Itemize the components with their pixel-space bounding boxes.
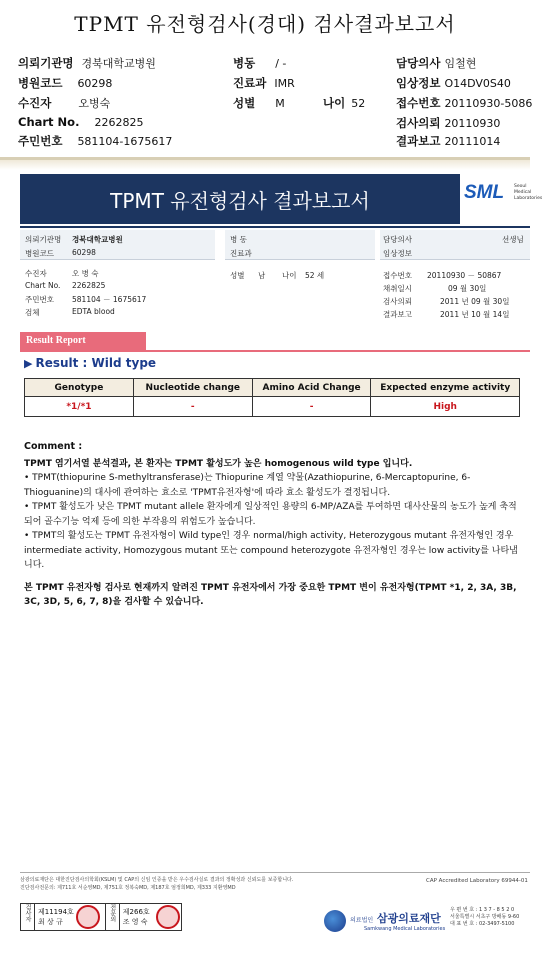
field-chart-no: Chart No. 2262825 xyxy=(18,115,144,129)
info-request: 2011 년 09 월 30일 xyxy=(440,297,510,306)
info-request-label: 검사의뢰 xyxy=(383,297,412,306)
comment-section xyxy=(24,440,524,610)
report-banner-title: TPMT 유전형검사 결과보고서 xyxy=(110,188,370,213)
stamp1-num: 제11194호 xyxy=(38,908,74,916)
outer-title: TPMT 유전형검사(경대) 검사결과보고서 xyxy=(74,12,456,36)
field-doctor: 담당의사 임철현 xyxy=(396,56,477,70)
info-rrn: 581104 － 1675617 xyxy=(72,295,147,304)
sml-logo-sub: Seoul Medical Laboratories xyxy=(514,184,542,201)
field-rrn: 주민번호 581104-1675617 xyxy=(18,134,173,148)
table-header: Expected enzyme activity xyxy=(371,379,520,397)
info-patient-label: 수진자 xyxy=(25,269,47,278)
org-prefix: 의료법인 xyxy=(350,917,374,924)
sml-logo-text: SML xyxy=(464,182,505,203)
banner-rule xyxy=(20,226,530,228)
info-dept-label: 진료과 xyxy=(230,249,252,258)
info-chart: 2262825 xyxy=(72,281,106,290)
info-report-label: 결과보고 xyxy=(383,310,412,319)
footer-cert-2: 진단검사전문의: 제711호 서순영MD, 제751호 정복숙MD, 제187호 엄정희MD, 제333 지환영MD xyxy=(20,885,236,891)
info-hospital: 경북대학교병원 xyxy=(72,235,123,244)
stamp2-side: 전문의 xyxy=(105,904,120,930)
result-report-tab: Result Report xyxy=(20,332,146,350)
info-ward-label: 병 동 xyxy=(230,235,247,244)
table-header-row xyxy=(25,379,520,397)
info-specimen: EDTA blood xyxy=(72,307,115,316)
footer-cert-1: 삼광의료재단은 대한진단검사의학회(KSLM) 및 CAP의 신임 인증을 받은 우수검사실로 결과의 정확성과 신뢰도를 보증합니다. xyxy=(20,877,294,883)
comment-heading: Comment : xyxy=(24,441,83,452)
info-receipt: 20110930 － 50867 xyxy=(427,271,502,280)
report-banner xyxy=(20,174,460,224)
footer-rule xyxy=(20,872,530,873)
info-sex-label: 성별 xyxy=(230,271,245,280)
info-report: 2011 년 10 월 14일 xyxy=(440,310,510,319)
info-specimen-label: 검체 xyxy=(25,308,40,317)
field-ward: 병동 / - xyxy=(233,56,287,70)
info-receipt-label: 접수번호 xyxy=(383,271,412,280)
info-code: 60298 xyxy=(72,248,96,257)
table-header: Genotype xyxy=(25,379,134,397)
samkwang-logo-icon xyxy=(324,910,346,932)
info-collect: 09 월 30일 xyxy=(448,284,487,293)
field-age: 나이 52 xyxy=(323,96,366,110)
comment-para-2: • TPMT 활성도가 낮은 TPMT mutant allele 환자에게 일상적인 용량의 6-MP/AZA를 투여하면 대사산물의 농도가 높게 축적되어 골수기능 억제 등에 의한 부작용의 위험도가 높습니다. xyxy=(24,502,517,527)
comment-para-3: • TPMT의 활성도는 TPMT 유전자형이 Wild type인 경우 normal/high activity, Heterozygous mutant 유전자형인 경우 intermediate activity, Homozygous mutant 또는 compound heterozygote 유전자형인 경우는 low activity를 나타냅니다. xyxy=(24,531,518,570)
sml-logo xyxy=(464,182,542,216)
info-rrn-label: 주민번호 xyxy=(25,295,54,304)
triangle-icon: ▶ xyxy=(24,357,33,370)
genotype-table xyxy=(24,378,520,417)
comment-note: 본 TPMT 유전자형 검사로 현재까지 알려진 TPMT 유전자에서 가장 중요한 TPMT 변이 유전자형(TPMT *1, 2, 3A, 3B, 3C, 3D, 5, 6, 7, 8)을 검사할 수 있습니다. xyxy=(24,582,517,607)
field-hospital: 의뢰기관명 경북대학교병원 xyxy=(18,56,156,70)
org-address: 우 편 번 호 : 1 3 7 - 8 5 2 0 서울특별시 서초구 방배동 9-60 대 표 번 호 : 02-3497-5100 xyxy=(450,907,520,927)
footer-cap: CAP Accredited Laboratory 69944-01 xyxy=(426,878,528,884)
cell-nucleotide: - xyxy=(133,397,252,417)
info-hospital-label: 의뢰기관명 xyxy=(25,235,62,244)
field-dept: 진료과 IMR xyxy=(233,76,295,90)
org-name-en: Samkwang Medical Laboratories xyxy=(364,926,446,932)
info-collect-label: 채취일시 xyxy=(383,284,412,293)
comment-summary: TPMT 염기서열 분석결과, 본 환자는 TPMT 활성도가 높은 homogenous wild type 입니다. xyxy=(24,458,413,469)
result-text: Result : Wild type xyxy=(35,356,157,370)
info-doctor-label: 담당의사 xyxy=(383,235,412,244)
field-sex: 성별 M xyxy=(233,96,285,110)
field-request: 검사의뢰 20110930 xyxy=(396,116,501,130)
info-code-label: 병원코드 xyxy=(25,249,54,258)
table-header: Nucleotide change xyxy=(133,379,252,397)
stamp2-num: 제266호 xyxy=(122,908,150,916)
table-header: Amino Acid Change xyxy=(252,379,371,397)
outer-shade xyxy=(0,160,530,170)
org-name-text: 삼광의료재단 xyxy=(377,912,441,925)
field-report-date: 결과보고 20111014 xyxy=(396,134,501,148)
field-patient: 수진자 오병숙 xyxy=(18,96,111,110)
field-hospital-code: 병원코드 60298 xyxy=(18,76,113,90)
stamp1-name: 최 상 규 xyxy=(38,918,63,926)
info-chart-label: Chart No. xyxy=(25,281,61,290)
cell-enzyme-activity: High xyxy=(371,397,520,417)
field-receipt: 접수번호 20110930-5086 xyxy=(396,96,533,110)
table-row xyxy=(25,397,520,417)
info-age-label: 나이 xyxy=(282,271,297,280)
sml-report xyxy=(14,170,542,960)
info-sex: 남 xyxy=(258,271,266,280)
stamp1-side: 검사자 xyxy=(21,904,35,930)
cell-amino-acid: - xyxy=(252,397,371,417)
info-clinical-label: 임상정보 xyxy=(383,249,412,258)
result-report-rule xyxy=(20,350,530,352)
result-line xyxy=(24,356,156,370)
report-info xyxy=(20,230,530,325)
comment-para-1: • TPMT(thiopurine S-methyltransferase)는 Thiopurine 계열 약물(Azathiopurine, 6-Mercaptopurine, 6-Thioguanine)의 대사에 관여하는 효소로 'TPMT유전자형'에 따라 효소 활성도가 결정됩니다. xyxy=(24,473,471,498)
info-age: 52 세 xyxy=(305,271,325,280)
red-seal-icon xyxy=(156,905,180,929)
red-seal-icon xyxy=(76,905,100,929)
info-doctor: 선생님 xyxy=(502,235,524,244)
stamp2-name: 조 영 숙 xyxy=(122,918,148,926)
cell-genotype: *1/*1 xyxy=(25,397,134,417)
outer-info-grid xyxy=(18,50,533,150)
field-clinical: 임상정보 O14DV0S40 xyxy=(396,76,511,90)
org-name xyxy=(350,910,441,926)
info-patient: 오 병 숙 xyxy=(72,269,99,278)
